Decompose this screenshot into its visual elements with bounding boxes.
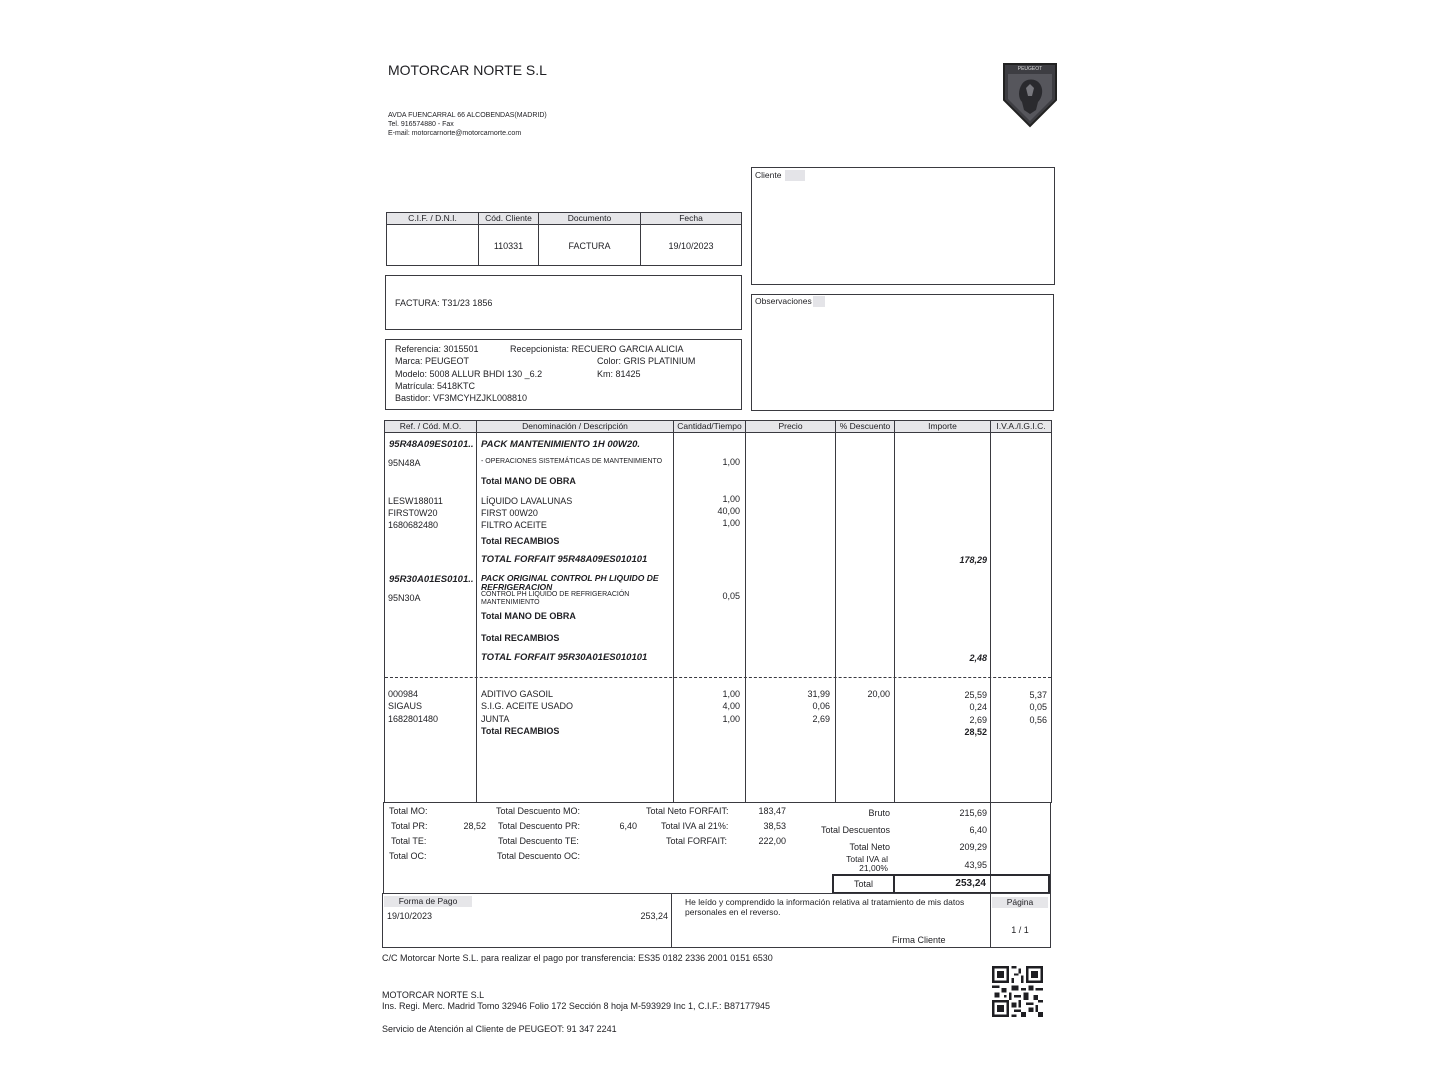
table-row-ref: 95N30A (388, 593, 421, 603)
table-row-ref: LESW188011 (388, 496, 443, 506)
page-number: 1 / 1 (1011, 925, 1029, 935)
table-row-price: 2,69 (812, 714, 830, 724)
table-row-qty: 1,00 (722, 494, 740, 504)
table-row-ref: FIRST0W20 (388, 508, 438, 518)
table-row-amount: 2,48 (969, 653, 987, 663)
table-row-amount: 178,29 (959, 555, 987, 565)
observations-box (751, 294, 1054, 411)
table-row-amount: 0,24 (969, 702, 987, 712)
table-row-qty: 40,00 (717, 506, 740, 516)
peugeot-logo-text: PEUGEOT (1017, 66, 1043, 72)
vehicle-receptionist: Recepcionista: RECUERO GARCIA ALICIA (510, 344, 684, 354)
net-forfait-value: 183,47 (758, 806, 786, 816)
table-row-desc: FIRST 00W20 (481, 508, 538, 518)
table-row-desc: - OPERACIONES SISTEMÁTICAS DE MANTENIMIENTO (481, 458, 663, 465)
total-vat-value: 43,95 (964, 860, 987, 870)
net-forfait-label: Total Neto FORFAIT: (646, 806, 729, 816)
table-row-desc: Total MANO DE OBRA (481, 611, 576, 621)
payment-method-label: Forma de Pago (384, 896, 472, 907)
company-email: E-mail: motorcarnorte@motorcarnorte.com (388, 130, 522, 137)
total-mo-label: Total MO: (389, 806, 428, 816)
total-vat-label-line2: 21,00% (859, 863, 888, 873)
document-value: FACTURA (568, 241, 611, 251)
qr-code (991, 966, 1044, 1017)
table-row-vat: 0,56 (1029, 715, 1047, 725)
header-client-code: Cód. Cliente (479, 213, 538, 224)
client-signature-label: Firma Cliente (892, 935, 946, 945)
table-row-ref: 95R30A01ES0101.. (389, 574, 474, 585)
table-row-desc: LÍQUIDO LAVALUNAS (481, 496, 573, 506)
table-row-qty: 1,00 (722, 457, 740, 467)
discount-oc-label: Total Descuento OC: (497, 851, 581, 861)
table-row-amount: 2,69 (969, 715, 987, 725)
discount-pr-value: 6,40 (619, 821, 637, 831)
payment-amount: 253,24 (640, 911, 668, 921)
company-phone: Tel. 916574880 - Fax (388, 121, 454, 128)
total-te-label: Total TE: (391, 836, 427, 846)
payment-date: 19/10/2023 (387, 911, 433, 921)
table-row-qty: 1,00 (722, 689, 740, 699)
table-row-desc: Total RECAMBIOS (481, 633, 560, 643)
page-label: Página (992, 897, 1048, 908)
table-row-price: 0,06 (812, 701, 830, 711)
total-oc-label: Total OC: (389, 851, 427, 861)
header-date: Fecha (641, 213, 741, 224)
privacy-notice: He leído y comprendido la información relativa al tratamiento de mis datos personales en el reverso. (685, 897, 965, 917)
table-row-desc: PACK MANTENIMIENTO 1H 00W20. (481, 439, 641, 450)
discount-te-label: Total Descuento TE: (498, 836, 579, 846)
date-value: 19/10/2023 (668, 241, 714, 251)
table-row-qty: 1,00 (722, 518, 740, 528)
total-discounts-label: Total Descuentos (820, 825, 890, 835)
header-cif: C.I.F. / D.N.I. (387, 213, 478, 224)
gross-label: Bruto (868, 808, 890, 818)
table-row-desc: CONTROL PH LIQUIDO DE REFRIGERACIÓN MANTENIMIENTO (481, 591, 630, 606)
col-description: Denominación / Descripción (477, 421, 673, 432)
table-row-desc: TOTAL FORFAIT 95R30A01ES010101 (481, 652, 648, 663)
table-row-vat: 5,37 (1029, 690, 1047, 700)
footer-company: MOTORCAR NORTE S.L (382, 990, 485, 1000)
table-row-desc: Total RECAMBIOS (481, 726, 560, 736)
table-row-discount: 20,00 (867, 689, 890, 699)
table-row-qty: 1,00 (722, 714, 740, 724)
vehicle-reference: Referencia: 3015501 (395, 344, 479, 354)
vat-21-value: 38,53 (763, 821, 786, 831)
col-price: Precio (746, 421, 835, 432)
gross-value: 215,69 (959, 808, 987, 818)
vehicle-brand: Marca: PEUGEOT (395, 356, 470, 366)
table-row-desc: TOTAL FORFAIT 95R48A09ES010101 (481, 554, 648, 565)
invoice-number: FACTURA: T31/23 1856 (395, 298, 493, 308)
total-net-value: 209,29 (959, 842, 987, 852)
table-row-ref: 1682801480 (388, 714, 439, 724)
table-row-price: 31,99 (807, 689, 830, 699)
discount-pr-label: Total Descuento PR: (498, 821, 581, 831)
table-row-desc: Total MANO DE OBRA (481, 476, 576, 486)
vehicle-vin: Bastidor: VF3MCYHZJKL008810 (395, 393, 528, 403)
grand-total-label: Total (853, 879, 873, 889)
table-row-desc: JUNTA (481, 714, 510, 724)
col-discount: % Descuento (836, 421, 894, 432)
table-row-vat: 0,05 (1029, 702, 1047, 712)
client-box (751, 167, 1055, 285)
col-quantity: Cantidad/Tiempo (674, 421, 745, 432)
total-net-label: Total Neto (849, 842, 890, 852)
client-label: Cliente (755, 170, 782, 180)
total-pr-label: Total PR: (391, 821, 428, 831)
table-row-desc: FILTRO ACEITE (481, 520, 547, 530)
registry-info: Ins. Regi. Merc. Madrid Tomo 32946 Folio 172 Sección 8 hoja M-593929 Inc 1, C.I.F.: B87177945 (382, 1001, 771, 1011)
vat-21-label: Total IVA al 21%: (661, 821, 729, 831)
company-address: AVDA FUENCARRAL 66 ALCOBENDAS(MADRID) (388, 112, 547, 119)
grand-total-value: 253,24 (955, 878, 986, 889)
total-forfait-label: Total FORFAIT: (666, 836, 728, 846)
col-vat: I.V.A./I.G.I.C. (991, 421, 1051, 432)
total-vat-label-line1: Total IVA al (846, 854, 888, 864)
total-pr-value: 28,52 (463, 821, 486, 831)
col-amount: Importe (895, 421, 990, 432)
table-row-amount: 25,59 (964, 690, 987, 700)
client-code-value: 110331 (493, 241, 524, 251)
bank-transfer-info: C/C Motorcar Norte S.L. para realizar el pago por transferencia: ES35 0182 2336 2001 0151 6530 (382, 953, 773, 963)
table-row-qty: 4,00 (722, 701, 740, 711)
vehicle-km: Km: 81425 (597, 369, 641, 379)
table-row-ref: 95N48A (388, 458, 421, 468)
col-ref: Ref. / Cód. M.O. (385, 421, 476, 432)
table-row-desc: S.I.G. ACEITE USADO (481, 701, 574, 711)
company-name: MOTORCAR NORTE S.L (388, 62, 547, 78)
vehicle-model: Modelo: 5008 ALLUR BHDI 130 _6.2 (395, 369, 543, 379)
total-discounts-value: 6,40 (969, 825, 987, 835)
observations-label: Observaciones (755, 296, 812, 306)
vehicle-color: Color: GRIS PLATINIUM (597, 356, 696, 366)
discount-mo-label: Total Descuento MO: (496, 806, 581, 816)
table-row-ref: SIGAUS (388, 701, 423, 711)
table-row-ref: 95R48A09ES0101.. (389, 439, 474, 450)
customer-service-info: Servicio de Atención al Cliente de PEUGEOT: 91 347 2241 (382, 1024, 617, 1034)
table-row-desc: ADITIVO GASOIL (481, 689, 554, 699)
table-row-ref: 000984 (388, 689, 419, 699)
total-forfait-value: 222,00 (758, 836, 786, 846)
table-row-desc: Total RECAMBIOS (481, 536, 560, 546)
table-row-amount: 28,52 (964, 727, 987, 737)
peugeot-logo (1000, 62, 1060, 128)
table-row-ref: 1680682480 (388, 520, 439, 530)
table-row-qty: 0,05 (722, 591, 740, 601)
header-document: Documento (539, 213, 640, 224)
dashed-separator (385, 677, 1051, 678)
table-row-desc: PACK ORIGINAL CONTROL PH LIQUIDO DE REFRIGERACION (481, 573, 659, 592)
vehicle-plate: Matrícula: 5418KTC (395, 381, 476, 391)
